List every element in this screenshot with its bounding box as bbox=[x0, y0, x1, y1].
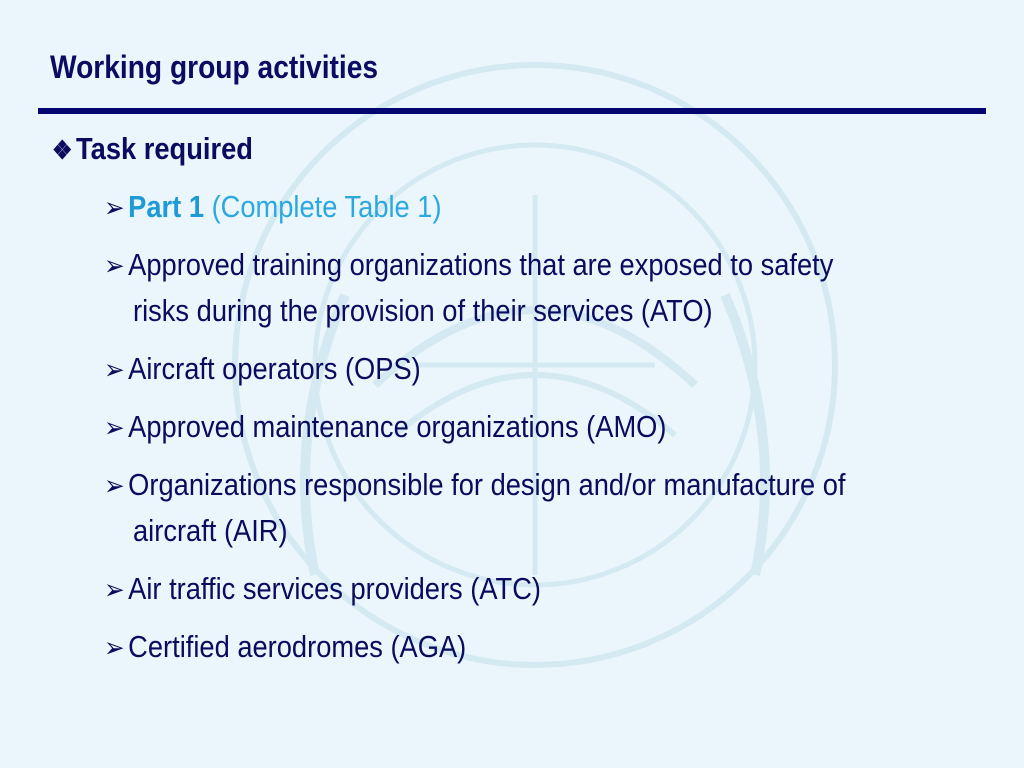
list-item bbox=[104, 629, 466, 665]
arrowhead-icon: ➢ bbox=[104, 250, 125, 281]
part-label: Part 1 bbox=[128, 189, 205, 224]
arrowhead-icon: ➢ bbox=[104, 632, 125, 663]
list-item bbox=[104, 467, 845, 503]
arrowhead-icon: ➢ bbox=[104, 412, 125, 443]
heading-text: Task required bbox=[76, 131, 253, 166]
item-continuation: risks during the provision of their services (ATO) bbox=[133, 293, 713, 328]
part-note: (Complete Table 1) bbox=[204, 189, 442, 224]
slide-title: Working group activities bbox=[50, 49, 379, 85]
arrowhead-icon: ➢ bbox=[104, 470, 125, 501]
item-text: Approved training organizations that are exposed to safety bbox=[128, 247, 834, 282]
list-item bbox=[104, 409, 666, 445]
item-continuation: aircraft (AIR) bbox=[133, 513, 288, 548]
list-item bbox=[104, 351, 421, 387]
diamond-cluster-icon: ❖ bbox=[52, 135, 73, 165]
item-text: Organizations responsible for design and/or manufacture of bbox=[128, 467, 846, 502]
item-text: Aircraft operators (OPS) bbox=[128, 351, 421, 386]
item-text: Air traffic services providers (ATC) bbox=[128, 571, 541, 606]
arrowhead-icon: ➢ bbox=[104, 574, 125, 605]
arrowhead-icon: ➢ bbox=[104, 192, 125, 223]
heading-bullet bbox=[52, 131, 253, 167]
item-text: Certified aerodromes (AGA) bbox=[128, 629, 467, 664]
list-item bbox=[104, 247, 833, 283]
arrowhead-icon: ➢ bbox=[104, 354, 125, 385]
item-text: Approved maintenance organizations (AMO) bbox=[128, 409, 667, 444]
list-item bbox=[104, 571, 541, 607]
list-item bbox=[104, 189, 442, 225]
